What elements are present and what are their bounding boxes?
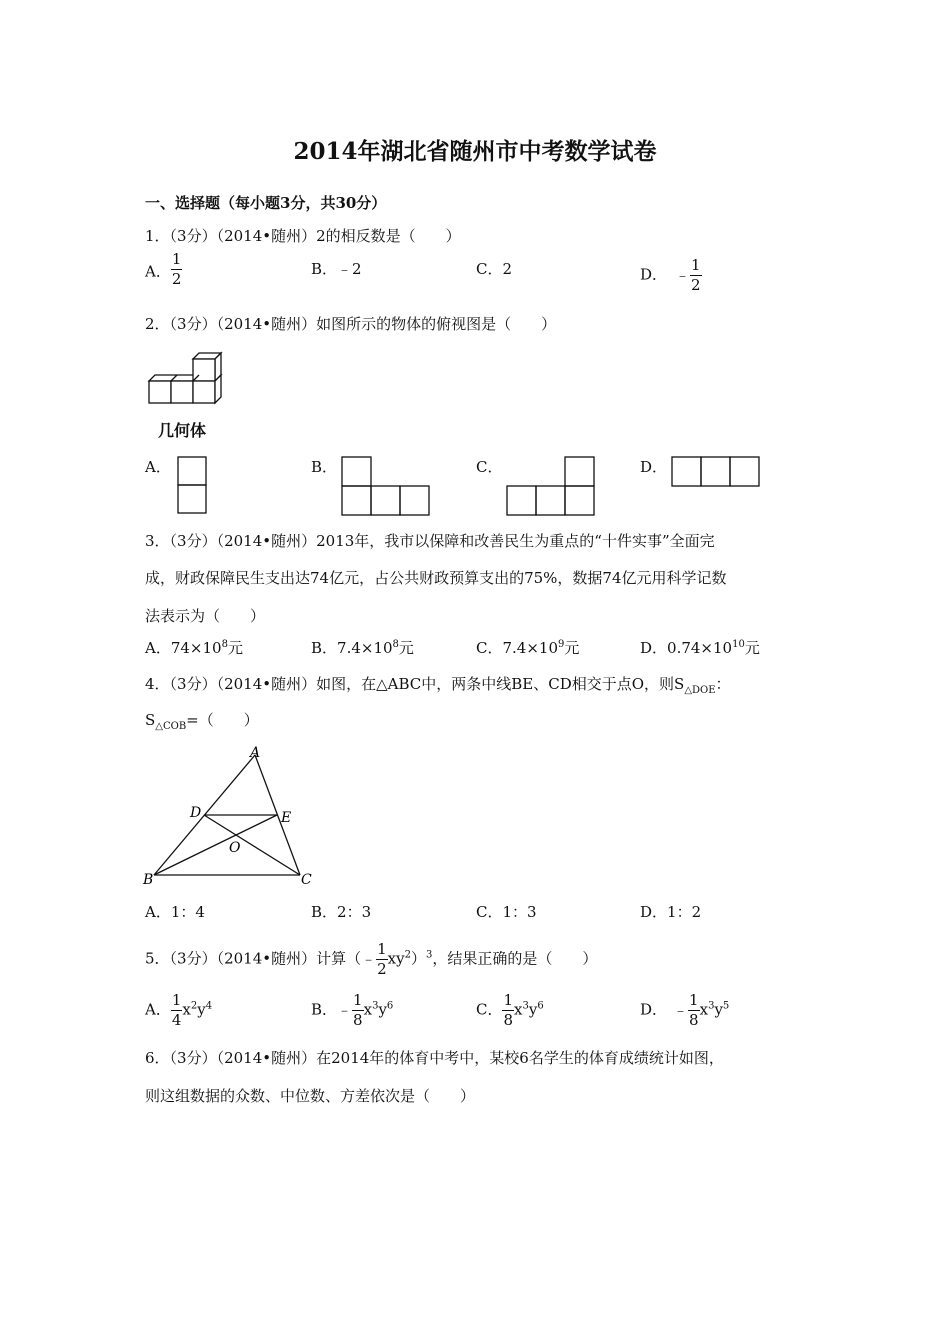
q2-option-c-figure	[506, 456, 596, 516]
q2-option-a-figure	[177, 456, 209, 516]
q3-option-a	[145, 637, 243, 658]
q5-d-xe: 3	[708, 1000, 715, 1012]
q4-line-1	[145, 673, 731, 696]
q3-d-unit: 元	[744, 639, 760, 657]
q1-option-d	[640, 258, 702, 293]
q4-line2-s: S	[145, 711, 156, 729]
q3-d-label: D．	[640, 639, 668, 657]
q3-option-c	[476, 637, 579, 658]
q4-option-a: A．1：4	[145, 903, 205, 921]
section-heading: 一、选择题（每小题3分，共30分）	[145, 194, 387, 212]
q2-option-b-label: B．	[311, 458, 338, 476]
q1-a-label: A．	[145, 262, 171, 281]
q4-line-2	[145, 709, 259, 732]
q5-a-xe: 2	[190, 1000, 198, 1012]
q2-option-a-label: A．	[145, 458, 171, 476]
q5-b-fraction	[352, 993, 364, 1028]
q5-a-ye: 4	[205, 1000, 213, 1012]
q4-option-c: C．1：3	[476, 903, 537, 921]
q2-option-c-label: C．	[476, 458, 503, 476]
q1-d-num: 1	[691, 256, 701, 274]
q5-stem-pre: 5．（3分）（2014•随州）计算（﹣	[145, 949, 377, 968]
q5-b-ye: 6	[386, 1000, 394, 1012]
q3-a-label: A．	[145, 639, 171, 657]
q3-line-2: 成，财政保障民生支出达74亿元，占公共财政预算支出的75%，数据74亿元用科学记数	[145, 569, 727, 587]
q5-d-num: 1	[689, 991, 699, 1009]
q5-b-sign: ﹣	[337, 1000, 353, 1019]
q5-b-num: 1	[353, 991, 363, 1009]
q3-b-label: B．	[311, 639, 338, 657]
q2-figure-label: 几何体	[158, 421, 207, 440]
q5-stem-num: 1	[377, 940, 387, 958]
page-title: 2014年湖北省随州市中考数学试卷	[293, 138, 657, 165]
q5-c-label: C．	[476, 1000, 503, 1019]
q4-point-e: E	[281, 810, 292, 826]
q4-point-c: C	[301, 872, 312, 888]
q1-a-fraction	[171, 252, 183, 287]
q5-a-y: y	[197, 1000, 206, 1019]
q5-stem-exp1: 2	[404, 949, 411, 961]
q5-c-ye: 6	[537, 1000, 544, 1012]
q5-option-b	[311, 993, 393, 1028]
q3-a-base: 74×10	[170, 639, 222, 657]
q3-c-label: C．	[476, 639, 503, 657]
q1-option-a	[145, 250, 182, 288]
q5-stem	[145, 942, 597, 977]
q5-d-label: D．	[640, 1000, 668, 1019]
q3-line-1: 3．（3分）（2014•随州）2013年，我市以保障和改善民生为重点的“十件实事”全面完	[145, 532, 715, 550]
q3-c-exp: 9	[558, 639, 565, 650]
q4-triangle-figure	[140, 745, 320, 890]
q4-line1-end: ：	[715, 675, 731, 693]
q1-d-sign: ﹣	[675, 265, 691, 284]
q5-c-fraction	[502, 993, 514, 1028]
q5-stem-post: ，结果正确的是（ ）	[432, 949, 598, 968]
q2-option-b-figure	[341, 456, 431, 516]
q3-b-unit: 元	[398, 639, 414, 657]
q5-b-y: y	[378, 1000, 387, 1019]
q4-option-b: B．2：3	[311, 903, 372, 921]
q5-b-x: x	[363, 1000, 373, 1019]
q5-stem-den: 2	[377, 960, 387, 978]
q5-c-den: 8	[503, 1011, 514, 1029]
q5-d-x: x	[699, 1000, 709, 1019]
q2-option-d-label: D．	[640, 458, 668, 476]
q2-stem: 2．（3分）（2014•随州）如图所示的物体的俯视图是（ ）	[145, 315, 557, 333]
q5-stem-xy: xy	[387, 949, 405, 968]
q2-3d-figure	[145, 352, 235, 412]
q6-line-2: 则这组数据的众数、中位数、方差依次是（ ）	[145, 1087, 476, 1105]
q5-b-xe: 3	[372, 1000, 379, 1012]
q5-a-num: 1	[171, 991, 182, 1009]
q3-b-exp: 8	[392, 639, 399, 650]
q3-c-unit: 元	[564, 639, 580, 657]
q3-option-d	[640, 637, 760, 658]
q4-sub-cob: △COB	[155, 721, 187, 732]
q4-line1-text: 4．（3分）（2014•随州）如图，在△ABC中，两条中线BE、CD相交于点O，则S	[145, 675, 685, 693]
q4-option-d: D．1：2	[640, 903, 702, 921]
q3-a-unit: 元	[227, 639, 243, 657]
q4-sub-doe: △DOE	[684, 685, 716, 696]
q5-c-x: x	[514, 1000, 523, 1019]
q3-line-3: 法表示为（ ）	[145, 607, 266, 625]
q3-d-exp: 10	[732, 639, 745, 650]
q5-option-c	[476, 993, 544, 1028]
q5-option-a	[145, 993, 212, 1028]
q5-a-x: x	[182, 1000, 191, 1019]
q4-point-b: B	[143, 872, 154, 888]
q4-line2-end: =（ ）	[186, 711, 259, 729]
q3-option-b	[311, 637, 414, 658]
q4-point-o: O	[229, 840, 241, 856]
q5-a-label: A．	[145, 1000, 171, 1019]
q5-c-xe: 3	[522, 1000, 529, 1012]
q5-c-y: y	[528, 1000, 538, 1019]
q5-a-fraction	[171, 993, 183, 1028]
q3-d-base: 0.74×10	[667, 639, 733, 657]
q5-d-sign: ﹣	[673, 1000, 689, 1019]
q5-d-fraction	[688, 993, 700, 1028]
q5-b-label: B．	[311, 1000, 338, 1019]
q5-a-den: 4	[171, 1011, 182, 1029]
q5-b-den: 8	[353, 1011, 363, 1029]
q5-d-den: 8	[689, 1011, 699, 1029]
q6-line-1: 6．（3分）（2014•随州）在2014年的体育中考中，某校6名学生的体育成绩统计如图，	[145, 1049, 724, 1067]
q1-option-c: C．2	[476, 260, 513, 278]
q5-option-d	[640, 993, 729, 1028]
q5-c-num: 1	[503, 991, 514, 1009]
q5-stem-exp2: 3	[426, 949, 433, 961]
q1-d-label: D．	[640, 265, 668, 284]
q1-a-den: 2	[171, 270, 182, 288]
q1-stem: 1．（3分）（2014•随州）2的相反数是（ ）	[145, 227, 461, 245]
q5-stem-close: ）	[410, 949, 426, 968]
q1-option-b: B．﹣2	[311, 260, 362, 278]
q2-option-d-figure	[671, 456, 761, 488]
q1-d-den: 2	[691, 276, 701, 294]
q5-stem-fraction	[376, 942, 388, 977]
q1-a-num: 1	[171, 250, 182, 268]
q5-d-ye: 5	[722, 1000, 730, 1012]
q5-d-y: y	[714, 1000, 723, 1019]
q3-b-base: 7.4×10	[337, 639, 393, 657]
q3-c-base: 7.4×10	[502, 639, 558, 657]
q4-point-a: A	[250, 745, 261, 761]
q4-point-d: D	[190, 805, 202, 821]
q1-d-fraction	[690, 258, 702, 293]
q3-a-exp: 8	[221, 639, 228, 650]
